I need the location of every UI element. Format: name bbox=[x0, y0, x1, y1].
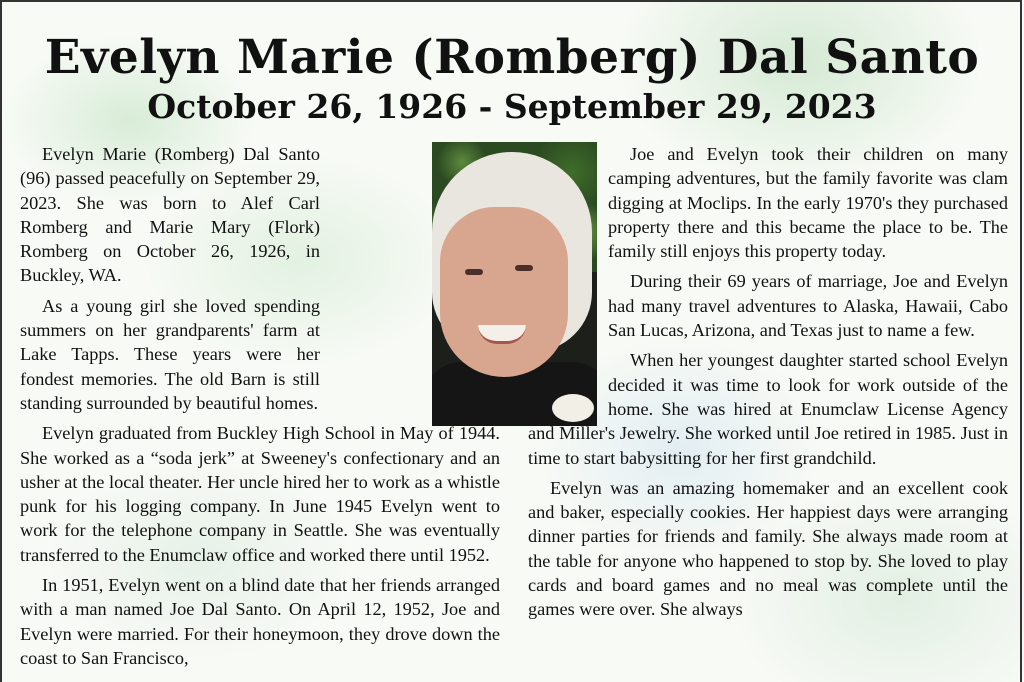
paragraph: In 1951, Evelyn went on a blind date that her friends arranged with a man named Joe Dal Santo. On April 12, 1952, Joe and Evelyn were married. For their honeymoon, they drove down the coast to San Francisco, bbox=[20, 575, 500, 668]
paragraph: Evelyn graduated from Buckley High School in May of 1944. She worked as a “soda jerk” at Sweeney's confectionary and an usher at the local theater. Her uncle hired her to work as a whistle punk for his logging company. In June 1945 Evelyn went to work for the telephone company in Seattle. She was eventually transferred to the Enumclaw office and worked there until 1952. bbox=[20, 423, 500, 565]
paragraph: Evelyn Marie (Romberg) Dal Santo (96) passed peacefully on September 29, 2023. She was born to Alef Carl Romberg and Marie Mary (Flork) Romberg on October 26, 1926, in Buckley, WA. bbox=[20, 144, 320, 286]
photo-wrap-space bbox=[320, 142, 500, 410]
life-dates: October 26, 1926 - September 29, 2023 bbox=[147, 87, 877, 126]
paragraph: During their 69 years of marriage, Joe and Evelyn had many travel adventures to Alaska, Hawaii, Cabo San Lucas, Arizona, and Texas just to name a few. bbox=[608, 271, 1008, 341]
right-column bbox=[528, 142, 1008, 628]
left-column bbox=[20, 142, 500, 676]
paragraph: Evelyn was an amazing homemaker and an excellent cook and baker, especially cookies. Her happiest days were arranging dinner parties for friends and family. She always made room at the table for anyone who happened to stop by. She loved to play cards and board games and no meal was complete until the games were over. She always bbox=[528, 477, 1008, 620]
photo-wrap-space bbox=[528, 142, 608, 410]
paragraph: When her youngest daughter started school Evelyn decided it was time to look for work outside of the home. She was hired at Enumclaw License Agency and Miller's Jewelry. She worked until Joe retired in 1985. Just in time to start babysitting for her first grandchild. bbox=[528, 350, 1008, 468]
paragraph: Joe and Evelyn took their children on many camping adventures, but the family favorite was clam digging at Moclips. In the early 1970's they purchased property there and this became the place to be. The family still enjoys this property today. bbox=[608, 144, 1008, 262]
obituary-name-title: Evelyn Marie (Romberg) Dal Santo bbox=[44, 30, 980, 85]
paragraph: As a young girl she loved spending summers on her grandparents' farm at Lake Tapps. These years were her fondest memories. The old Barn is still standing surrounded by beautiful homes. bbox=[20, 295, 320, 413]
